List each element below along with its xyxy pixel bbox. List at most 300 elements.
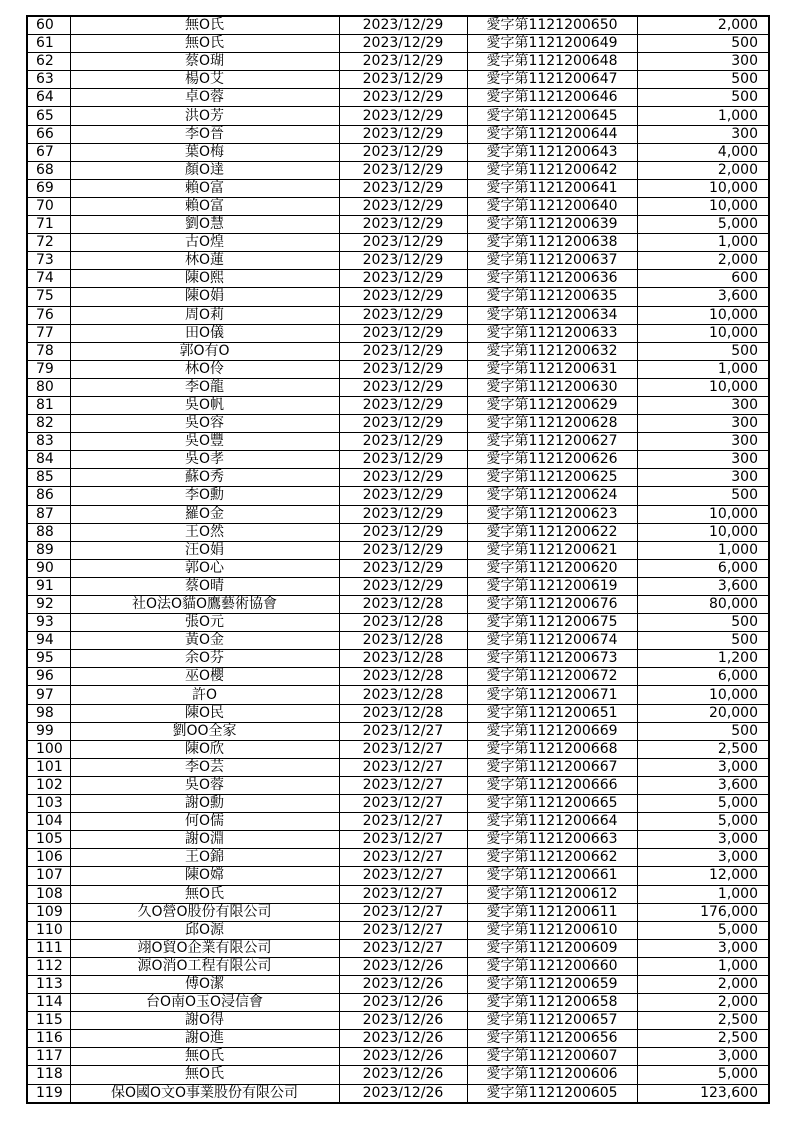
donor-name-cell: 林O伶 [70, 360, 339, 378]
row-number-cell: 79 [27, 360, 70, 378]
table-row [27, 53, 769, 71]
donor-name-cell: 張O元 [70, 614, 339, 632]
amount-cell: 123,600 [637, 1084, 769, 1103]
row-number-cell: 92 [27, 596, 70, 614]
donor-name-cell: 汪O娟 [70, 541, 339, 559]
amount-cell: 5,000 [637, 795, 769, 813]
table-row [27, 378, 769, 396]
row-number-cell: 108 [27, 885, 70, 903]
row-number-cell: 61 [27, 35, 70, 53]
receipt-number-cell: 愛字第1121200612 [467, 885, 637, 903]
receipt-number-cell: 愛字第1121200628 [467, 415, 637, 433]
receipt-number-cell: 愛字第1121200642 [467, 161, 637, 179]
donor-name-cell: 陳O欣 [70, 740, 339, 758]
donation-date-cell: 2023/12/29 [339, 523, 467, 541]
donation-date-cell: 2023/12/29 [339, 35, 467, 53]
receipt-number-cell: 愛字第1121200676 [467, 596, 637, 614]
row-number-cell: 113 [27, 975, 70, 993]
row-number-cell: 117 [27, 1048, 70, 1066]
row-number-cell: 74 [27, 270, 70, 288]
table-row [27, 342, 769, 360]
donation-table-body [27, 16, 769, 1103]
donor-name-cell: 李O晉 [70, 125, 339, 143]
receipt-number-cell: 愛字第1121200607 [467, 1048, 637, 1066]
receipt-number-cell: 愛字第1121200636 [467, 270, 637, 288]
donation-date-cell: 2023/12/27 [339, 795, 467, 813]
table-row [27, 415, 769, 433]
donation-date-cell: 2023/12/29 [339, 541, 467, 559]
donation-date-cell: 2023/12/29 [339, 487, 467, 505]
amount-cell: 3,000 [637, 939, 769, 957]
donation-date-cell: 2023/12/29 [339, 16, 467, 35]
receipt-number-cell: 愛字第1121200624 [467, 487, 637, 505]
donation-date-cell: 2023/12/28 [339, 686, 467, 704]
table-row [27, 975, 769, 993]
receipt-number-cell: 愛字第1121200629 [467, 396, 637, 414]
receipt-number-cell: 愛字第1121200649 [467, 35, 637, 53]
row-number-cell: 70 [27, 197, 70, 215]
donor-name-cell: 謝O勳 [70, 795, 339, 813]
table-row [27, 396, 769, 414]
donation-date-cell: 2023/12/29 [339, 252, 467, 270]
donor-name-cell: 謝O淵 [70, 831, 339, 849]
receipt-number-cell: 愛字第1121200656 [467, 1030, 637, 1048]
donor-name-cell: 劉O慧 [70, 216, 339, 234]
donation-date-cell: 2023/12/27 [339, 885, 467, 903]
table-row [27, 559, 769, 577]
amount-cell: 2,500 [637, 1012, 769, 1030]
amount-cell: 10,000 [637, 523, 769, 541]
receipt-number-cell: 愛字第1121200675 [467, 614, 637, 632]
row-number-cell: 80 [27, 378, 70, 396]
amount-cell: 5,000 [637, 216, 769, 234]
amount-cell: 2,000 [637, 994, 769, 1012]
donation-date-cell: 2023/12/29 [339, 161, 467, 179]
donor-name-cell: 洪O芳 [70, 107, 339, 125]
amount-cell: 300 [637, 53, 769, 71]
donation-table [26, 15, 770, 1104]
amount-cell: 12,000 [637, 867, 769, 885]
amount-cell: 10,000 [637, 324, 769, 342]
donation-date-cell: 2023/12/27 [339, 740, 467, 758]
donation-date-cell: 2023/12/29 [339, 234, 467, 252]
donor-name-cell: 邱O源 [70, 921, 339, 939]
amount-cell: 1,000 [637, 234, 769, 252]
table-row [27, 35, 769, 53]
amount-cell: 10,000 [637, 686, 769, 704]
table-row [27, 614, 769, 632]
receipt-number-cell: 愛字第1121200637 [467, 252, 637, 270]
donor-name-cell: 吳O帆 [70, 396, 339, 414]
donation-date-cell: 2023/12/28 [339, 704, 467, 722]
amount-cell: 3,000 [637, 849, 769, 867]
amount-cell: 10,000 [637, 197, 769, 215]
row-number-cell: 105 [27, 831, 70, 849]
donor-name-cell: 吳O蓉 [70, 776, 339, 794]
receipt-number-cell: 愛字第1121200641 [467, 179, 637, 197]
donation-date-cell: 2023/12/28 [339, 632, 467, 650]
row-number-cell: 93 [27, 614, 70, 632]
donation-date-cell: 2023/12/29 [339, 469, 467, 487]
amount-cell: 2,000 [637, 252, 769, 270]
row-number-cell: 95 [27, 650, 70, 668]
amount-cell: 5,000 [637, 813, 769, 831]
donation-date-cell: 2023/12/28 [339, 614, 467, 632]
row-number-cell: 89 [27, 541, 70, 559]
amount-cell: 300 [637, 415, 769, 433]
row-number-cell: 116 [27, 1030, 70, 1048]
row-number-cell: 81 [27, 396, 70, 414]
donor-name-cell: 許O [70, 686, 339, 704]
row-number-cell: 84 [27, 451, 70, 469]
receipt-number-cell: 愛字第1121200631 [467, 360, 637, 378]
donation-date-cell: 2023/12/27 [339, 776, 467, 794]
donor-name-cell: 無O氏 [70, 1048, 339, 1066]
receipt-number-cell: 愛字第1121200669 [467, 722, 637, 740]
row-number-cell: 68 [27, 161, 70, 179]
receipt-number-cell: 愛字第1121200674 [467, 632, 637, 650]
donation-date-cell: 2023/12/29 [339, 396, 467, 414]
receipt-number-cell: 愛字第1121200663 [467, 831, 637, 849]
donation-date-cell: 2023/12/29 [339, 288, 467, 306]
amount-cell: 500 [637, 342, 769, 360]
donation-date-cell: 2023/12/29 [339, 577, 467, 595]
amount-cell: 6,000 [637, 559, 769, 577]
amount-cell: 500 [637, 89, 769, 107]
amount-cell: 3,000 [637, 758, 769, 776]
receipt-number-cell: 愛字第1121200621 [467, 541, 637, 559]
row-number-cell: 106 [27, 849, 70, 867]
table-row [27, 994, 769, 1012]
donation-date-cell: 2023/12/29 [339, 270, 467, 288]
row-number-cell: 86 [27, 487, 70, 505]
donation-date-cell: 2023/12/29 [339, 179, 467, 197]
donor-name-cell: 李O勳 [70, 487, 339, 505]
donor-name-cell: 陳O嫦 [70, 867, 339, 885]
table-row [27, 704, 769, 722]
receipt-number-cell: 愛字第1121200644 [467, 125, 637, 143]
donor-name-cell: 源O消O工程有限公司 [70, 957, 339, 975]
amount-cell: 1,000 [637, 885, 769, 903]
receipt-number-cell: 愛字第1121200610 [467, 921, 637, 939]
donor-name-cell: 林O蓮 [70, 252, 339, 270]
row-number-cell: 87 [27, 505, 70, 523]
row-number-cell: 115 [27, 1012, 70, 1030]
table-row [27, 487, 769, 505]
donor-name-cell: 何O儒 [70, 813, 339, 831]
row-number-cell: 109 [27, 903, 70, 921]
amount-cell: 176,000 [637, 903, 769, 921]
amount-cell: 2,000 [637, 161, 769, 179]
amount-cell: 80,000 [637, 596, 769, 614]
row-number-cell: 76 [27, 306, 70, 324]
table-row [27, 541, 769, 559]
donation-date-cell: 2023/12/29 [339, 324, 467, 342]
donor-name-cell: 無O氏 [70, 35, 339, 53]
donor-name-cell: 台O南O玉O浸信會 [70, 994, 339, 1012]
donor-name-cell: 賴O富 [70, 179, 339, 197]
table-row [27, 813, 769, 831]
donor-name-cell: 無O氏 [70, 16, 339, 35]
donor-name-cell: 蔡O晴 [70, 577, 339, 595]
amount-cell: 300 [637, 451, 769, 469]
amount-cell: 500 [637, 722, 769, 740]
donor-name-cell: 田O儀 [70, 324, 339, 342]
donation-date-cell: 2023/12/26 [339, 957, 467, 975]
donor-name-cell: 謝O進 [70, 1030, 339, 1048]
receipt-number-cell: 愛字第1121200660 [467, 957, 637, 975]
donation-date-cell: 2023/12/29 [339, 360, 467, 378]
amount-cell: 2,000 [637, 16, 769, 35]
amount-cell: 1,000 [637, 360, 769, 378]
receipt-number-cell: 愛字第1121200623 [467, 505, 637, 523]
donation-date-cell: 2023/12/27 [339, 921, 467, 939]
row-number-cell: 67 [27, 143, 70, 161]
row-number-cell: 88 [27, 523, 70, 541]
donor-name-cell: 翊O貿O企業有限公司 [70, 939, 339, 957]
table-row [27, 360, 769, 378]
table-row [27, 1030, 769, 1048]
donation-date-cell: 2023/12/26 [339, 994, 467, 1012]
donor-name-cell: 李O芸 [70, 758, 339, 776]
receipt-number-cell: 愛字第1121200609 [467, 939, 637, 957]
donation-date-cell: 2023/12/27 [339, 722, 467, 740]
table-row [27, 632, 769, 650]
donor-name-cell: 社O法O貓O鷹藝術協會 [70, 596, 339, 614]
table-row [27, 143, 769, 161]
donation-date-cell: 2023/12/28 [339, 596, 467, 614]
table-row [27, 71, 769, 89]
receipt-number-cell: 愛字第1121200648 [467, 53, 637, 71]
amount-cell: 4,000 [637, 143, 769, 161]
table-row [27, 270, 769, 288]
donor-name-cell: 古O煌 [70, 234, 339, 252]
row-number-cell: 82 [27, 415, 70, 433]
donation-date-cell: 2023/12/26 [339, 1066, 467, 1084]
receipt-number-cell: 愛字第1121200647 [467, 71, 637, 89]
receipt-number-cell: 愛字第1121200639 [467, 216, 637, 234]
donor-name-cell: 李O龍 [70, 378, 339, 396]
table-row [27, 252, 769, 270]
receipt-number-cell: 愛字第1121200634 [467, 306, 637, 324]
donor-name-cell: 周O莉 [70, 306, 339, 324]
receipt-number-cell: 愛字第1121200606 [467, 1066, 637, 1084]
row-number-cell: 97 [27, 686, 70, 704]
donor-name-cell: 吳O容 [70, 415, 339, 433]
row-number-cell: 65 [27, 107, 70, 125]
table-row [27, 939, 769, 957]
donation-date-cell: 2023/12/29 [339, 143, 467, 161]
document-page [26, 15, 768, 1104]
amount-cell: 3,000 [637, 831, 769, 849]
donation-date-cell: 2023/12/27 [339, 813, 467, 831]
donation-date-cell: 2023/12/26 [339, 1048, 467, 1066]
donation-date-cell: 2023/12/29 [339, 53, 467, 71]
table-row [27, 921, 769, 939]
receipt-number-cell: 愛字第1121200620 [467, 559, 637, 577]
amount-cell: 500 [637, 614, 769, 632]
table-row [27, 433, 769, 451]
donor-name-cell: 傅O潔 [70, 975, 339, 993]
donation-date-cell: 2023/12/29 [339, 378, 467, 396]
row-number-cell: 78 [27, 342, 70, 360]
table-row [27, 216, 769, 234]
donation-date-cell: 2023/12/29 [339, 216, 467, 234]
row-number-cell: 96 [27, 668, 70, 686]
table-row [27, 650, 769, 668]
amount-cell: 3,600 [637, 577, 769, 595]
donor-name-cell: 劉OO全家 [70, 722, 339, 740]
receipt-number-cell: 愛字第1121200611 [467, 903, 637, 921]
amount-cell: 500 [637, 487, 769, 505]
receipt-number-cell: 愛字第1121200625 [467, 469, 637, 487]
row-number-cell: 100 [27, 740, 70, 758]
amount-cell: 6,000 [637, 668, 769, 686]
receipt-number-cell: 愛字第1121200658 [467, 994, 637, 1012]
amount-cell: 10,000 [637, 505, 769, 523]
donation-date-cell: 2023/12/28 [339, 668, 467, 686]
table-row [27, 505, 769, 523]
donor-name-cell: 羅O金 [70, 505, 339, 523]
amount-cell: 1,200 [637, 650, 769, 668]
receipt-number-cell: 愛字第1121200659 [467, 975, 637, 993]
donor-name-cell: 謝O得 [70, 1012, 339, 1030]
row-number-cell: 85 [27, 469, 70, 487]
amount-cell: 1,000 [637, 957, 769, 975]
donor-name-cell: 余O芬 [70, 650, 339, 668]
table-row [27, 179, 769, 197]
receipt-number-cell: 愛字第1121200626 [467, 451, 637, 469]
receipt-number-cell: 愛字第1121200662 [467, 849, 637, 867]
donor-name-cell: 巫O櫻 [70, 668, 339, 686]
donor-name-cell: 賴O富 [70, 197, 339, 215]
donation-date-cell: 2023/12/26 [339, 1084, 467, 1103]
row-number-cell: 62 [27, 53, 70, 71]
row-number-cell: 91 [27, 577, 70, 595]
donation-date-cell: 2023/12/26 [339, 1030, 467, 1048]
receipt-number-cell: 愛字第1121200673 [467, 650, 637, 668]
table-row [27, 596, 769, 614]
amount-cell: 3,600 [637, 288, 769, 306]
table-row [27, 776, 769, 794]
amount-cell: 10,000 [637, 306, 769, 324]
receipt-number-cell: 愛字第1121200645 [467, 107, 637, 125]
donor-name-cell: 郭O心 [70, 559, 339, 577]
donor-name-cell: 郭O有O [70, 342, 339, 360]
table-row [27, 1048, 769, 1066]
table-row [27, 197, 769, 215]
receipt-number-cell: 愛字第1121200667 [467, 758, 637, 776]
donation-date-cell: 2023/12/28 [339, 650, 467, 668]
donor-name-cell: 楊O艾 [70, 71, 339, 89]
donation-date-cell: 2023/12/29 [339, 107, 467, 125]
row-number-cell: 83 [27, 433, 70, 451]
table-row [27, 234, 769, 252]
row-number-cell: 63 [27, 71, 70, 89]
donor-name-cell: 吳O豐 [70, 433, 339, 451]
donor-name-cell: 陳O熙 [70, 270, 339, 288]
donor-name-cell: 蔡O瑚 [70, 53, 339, 71]
table-row [27, 107, 769, 125]
table-row [27, 885, 769, 903]
amount-cell: 3,600 [637, 776, 769, 794]
table-row [27, 686, 769, 704]
receipt-number-cell: 愛字第1121200650 [467, 16, 637, 35]
table-row [27, 1084, 769, 1103]
row-number-cell: 110 [27, 921, 70, 939]
amount-cell: 300 [637, 125, 769, 143]
row-number-cell: 64 [27, 89, 70, 107]
row-number-cell: 99 [27, 722, 70, 740]
donation-date-cell: 2023/12/29 [339, 125, 467, 143]
amount-cell: 300 [637, 433, 769, 451]
receipt-number-cell: 愛字第1121200638 [467, 234, 637, 252]
row-number-cell: 75 [27, 288, 70, 306]
donor-name-cell: 卓O蓉 [70, 89, 339, 107]
donation-date-cell: 2023/12/29 [339, 451, 467, 469]
donor-name-cell: 葉O梅 [70, 143, 339, 161]
table-row [27, 451, 769, 469]
donation-date-cell: 2023/12/27 [339, 867, 467, 885]
donation-date-cell: 2023/12/29 [339, 306, 467, 324]
donation-date-cell: 2023/12/26 [339, 975, 467, 993]
amount-cell: 2,500 [637, 1030, 769, 1048]
donation-date-cell: 2023/12/29 [339, 505, 467, 523]
amount-cell: 1,000 [637, 107, 769, 125]
amount-cell: 500 [637, 35, 769, 53]
table-row [27, 740, 769, 758]
receipt-number-cell: 愛字第1121200635 [467, 288, 637, 306]
receipt-number-cell: 愛字第1121200668 [467, 740, 637, 758]
table-row [27, 288, 769, 306]
row-number-cell: 111 [27, 939, 70, 957]
donor-name-cell: 吳O孝 [70, 451, 339, 469]
row-number-cell: 102 [27, 776, 70, 794]
receipt-number-cell: 愛字第1121200666 [467, 776, 637, 794]
donation-date-cell: 2023/12/29 [339, 71, 467, 89]
row-number-cell: 118 [27, 1066, 70, 1084]
donor-name-cell: 無O氏 [70, 1066, 339, 1084]
row-number-cell: 90 [27, 559, 70, 577]
donor-name-cell: 王O然 [70, 523, 339, 541]
receipt-number-cell: 愛字第1121200664 [467, 813, 637, 831]
row-number-cell: 103 [27, 795, 70, 813]
amount-cell: 10,000 [637, 378, 769, 396]
donation-date-cell: 2023/12/27 [339, 903, 467, 921]
table-row [27, 577, 769, 595]
table-row [27, 324, 769, 342]
row-number-cell: 119 [27, 1084, 70, 1103]
table-row [27, 867, 769, 885]
amount-cell: 300 [637, 396, 769, 414]
table-row [27, 831, 769, 849]
table-row [27, 758, 769, 776]
receipt-number-cell: 愛字第1121200640 [467, 197, 637, 215]
table-row [27, 523, 769, 541]
donation-date-cell: 2023/12/29 [339, 197, 467, 215]
amount-cell: 1,000 [637, 541, 769, 559]
amount-cell: 10,000 [637, 179, 769, 197]
donor-name-cell: 王O錦 [70, 849, 339, 867]
table-row [27, 1012, 769, 1030]
row-number-cell: 114 [27, 994, 70, 1012]
receipt-number-cell: 愛字第1121200671 [467, 686, 637, 704]
donor-name-cell: 顏O達 [70, 161, 339, 179]
row-number-cell: 60 [27, 16, 70, 35]
donation-date-cell: 2023/12/26 [339, 1012, 467, 1030]
receipt-number-cell: 愛字第1121200605 [467, 1084, 637, 1103]
table-row [27, 903, 769, 921]
